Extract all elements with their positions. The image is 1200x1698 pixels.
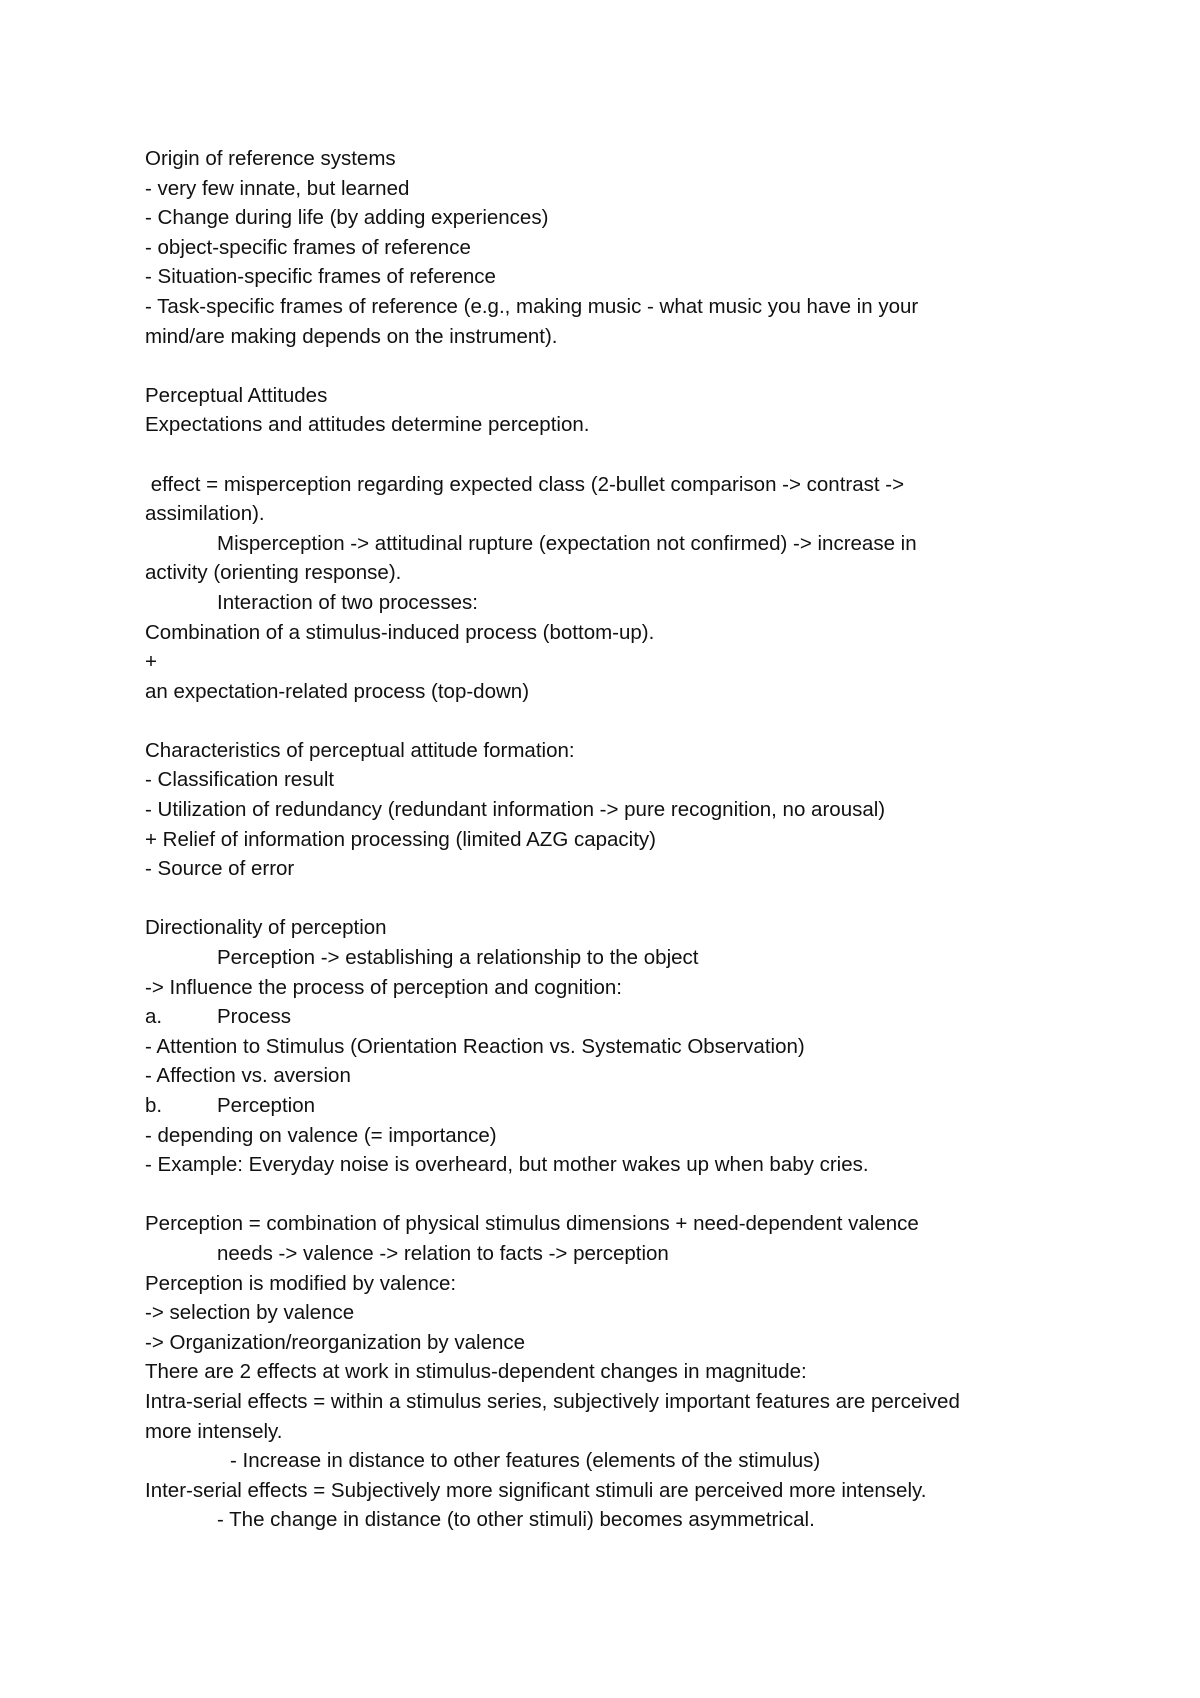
line-text: Perception = combination of physical stimulus dimensions + need-dependent valence [145, 1212, 919, 1236]
text-line [145, 1032, 1065, 1062]
line-text: Origin of reference systems [145, 147, 396, 170]
line-text: - Task-specific frames of reference (e.g., making music - what music you have in your [145, 294, 919, 318]
text-line [145, 736, 1065, 766]
line-text: -> Organization/reorganization by valence [145, 1330, 526, 1354]
text-line [145, 884, 1065, 914]
line-text: -> Influence the process of perception and cognition: [145, 975, 622, 999]
line-text: an expectation-related process (top-down) [145, 679, 530, 703]
line-text: Intra-serial effects = within a stimulus series, subjectively important features are perceived [145, 1389, 960, 1413]
text-line [145, 499, 1065, 529]
text-line [145, 1180, 1065, 1210]
line-text: - Attention to Stimulus (Orientation Reaction vs. Systematic Observation) [145, 1034, 805, 1058]
text-line [145, 174, 1065, 204]
text-line [145, 262, 1065, 292]
text-line [145, 1121, 1065, 1151]
line-text: needs -> valence -> relation to facts -> perception [217, 1241, 669, 1265]
line-text: - Change during life (by adding experiences) [145, 206, 549, 230]
text-line [145, 765, 1065, 795]
text-line [145, 973, 1065, 1003]
line-text: Expectations and attitudes determine perception. [145, 413, 590, 437]
line-text: activity (orienting response). [145, 561, 402, 585]
line-text: Characteristics of perceptual attitude formation: [145, 738, 575, 762]
text-line [145, 144, 1065, 174]
text-line [145, 795, 1065, 825]
text-line [145, 203, 1065, 233]
text-line [145, 1357, 1065, 1387]
line-text: There are 2 effects at work in stimulus-dependent changes in magnitude: [145, 1360, 807, 1384]
list-marker: b. [145, 1094, 163, 1117]
text-line [145, 588, 1065, 618]
line-text: Perceptual Attitudes [145, 383, 328, 407]
text-line [145, 470, 1065, 500]
line-text: Inter-serial effects = Subjectively more significant stimuli are perceived more intensely. [145, 1478, 927, 1502]
document-body [145, 144, 1065, 1535]
text-line [145, 618, 1065, 648]
line-text: Directionality of perception [145, 916, 387, 940]
line-text: Interaction of two processes: [217, 590, 478, 614]
list-marker: a. [145, 1005, 163, 1029]
line-text: - very few innate, but learned [145, 176, 410, 200]
text-line [145, 1387, 1065, 1417]
line-text: assimilation). [145, 502, 265, 526]
text-line [145, 351, 1065, 381]
text-line [145, 381, 1065, 411]
text-line [145, 1505, 1065, 1535]
line-text: Combination of a stimulus-induced process (bottom-up). [145, 620, 655, 644]
text-line [145, 1446, 1065, 1476]
line-text: Perception [217, 1094, 316, 1117]
line-text: - Source of error [145, 857, 295, 881]
text-line [145, 1417, 1065, 1447]
line-text: Misperception -> attitudinal rupture (expectation not confirmed) -> increase in [217, 531, 917, 555]
text-line [145, 677, 1065, 707]
text-line [145, 854, 1065, 884]
text-line [145, 292, 1065, 322]
text-line [145, 1269, 1065, 1299]
text-line [145, 913, 1065, 943]
line-text: Process [217, 1005, 292, 1029]
line-text: effect = misperception regarding expected class (2-bullet comparison -> contrast -> [145, 472, 905, 496]
text-line [145, 322, 1065, 352]
line-text: - object-specific frames of reference [145, 235, 471, 259]
text-line [145, 825, 1065, 855]
line-text: more intensely. [145, 1419, 283, 1443]
line-text: - Utilization of redundancy (redundant information -> pure recognition, no arousal) [145, 798, 886, 822]
line-text: - Affection vs. aversion [145, 1064, 351, 1088]
text-line [145, 1298, 1065, 1328]
line-text: -> selection by valence [145, 1301, 355, 1325]
line-text: + Relief of information processing (limited AZG capacity) [145, 827, 656, 851]
text-line [145, 1002, 1065, 1032]
line-text: - depending on valence (= importance) [145, 1123, 497, 1147]
line-text: - The change in distance (to other stimuli) becomes asymmetrical. [217, 1508, 815, 1532]
line-text: - Example: Everyday noise is overheard, but mother wakes up when baby cries. [145, 1153, 869, 1177]
text-line [145, 1061, 1065, 1091]
text-line [145, 1150, 1065, 1180]
text-line [145, 440, 1065, 470]
line-text: - Situation-specific frames of reference [145, 265, 496, 289]
text-line [145, 410, 1065, 440]
text-line [145, 1476, 1065, 1506]
text-line [145, 1328, 1065, 1358]
text-line [145, 529, 1065, 559]
line-text: + [145, 650, 157, 674]
line-text: - Increase in distance to other features (elements of the stimulus) [230, 1449, 821, 1473]
text-line [145, 647, 1065, 677]
line-text: mind/are making depends on the instrument). [145, 324, 558, 348]
text-line [145, 943, 1065, 973]
text-line [145, 1239, 1065, 1269]
line-text: - Classification result [145, 768, 335, 792]
text-line [145, 233, 1065, 263]
line-text: Perception -> establishing a relationship to the object [217, 946, 699, 970]
text-line [145, 706, 1065, 736]
text-line [145, 1091, 1065, 1121]
line-text: Perception is modified by valence: [145, 1271, 457, 1295]
text-line [145, 1209, 1065, 1239]
text-line [145, 558, 1065, 588]
